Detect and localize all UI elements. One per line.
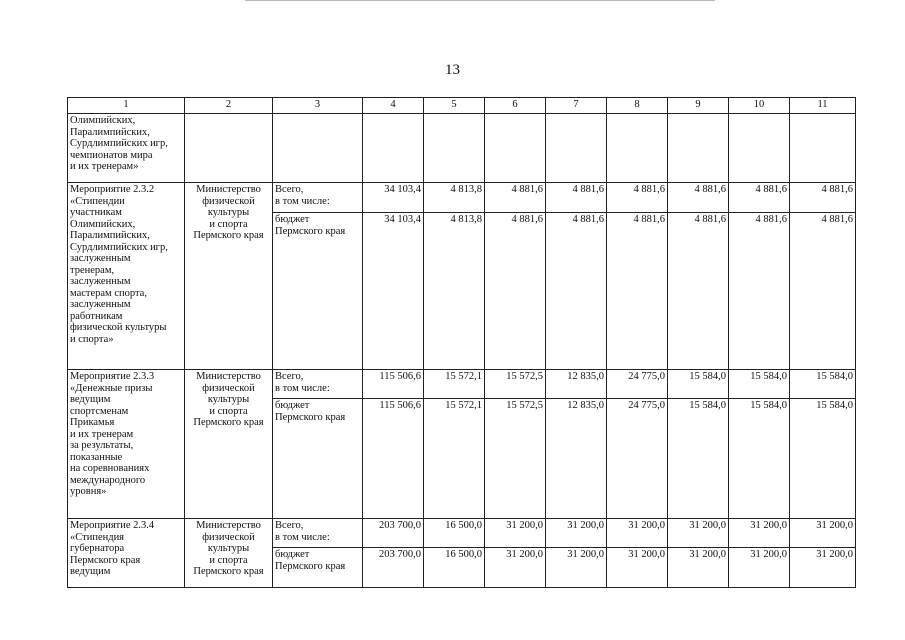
value-cell: 4 881,6 [485, 213, 546, 370]
value-cell: 34 103,4 [363, 183, 424, 213]
table-row [68, 370, 856, 399]
empty-cell [546, 114, 607, 183]
value-cell: 31 200,0 [485, 548, 546, 588]
column-header: 5 [424, 98, 485, 114]
page-number: 13 [445, 62, 460, 78]
value-cell: 34 103,4 [363, 213, 424, 370]
column-header: 7 [546, 98, 607, 114]
measure-name: Мероприятие 2.3.3 «Денежные призы ведущим спортсменам Прикамья и их тренерам за результаты, показанные на соревнованиях международного уровня» [68, 370, 185, 519]
value-cell: 15 572,1 [424, 399, 485, 519]
value-cell: 24 775,0 [607, 399, 668, 519]
empty-cell [607, 114, 668, 183]
program-table [67, 97, 856, 588]
empty-cell [668, 114, 729, 183]
value-cell: 15 584,0 [729, 370, 790, 399]
empty-cell [790, 114, 856, 183]
value-cell: 15 572,5 [485, 399, 546, 519]
executor-cell: Министерство физической культуры и спорта Пермского края [185, 519, 273, 588]
value-cell: 12 835,0 [546, 399, 607, 519]
empty-cell [729, 114, 790, 183]
value-cell: 4 813,8 [424, 213, 485, 370]
empty-cell [424, 114, 485, 183]
value-cell: 31 200,0 [485, 519, 546, 548]
value-cell: 24 775,0 [607, 370, 668, 399]
value-cell: 15 584,0 [790, 370, 856, 399]
value-cell: 203 700,0 [363, 548, 424, 588]
value-cell: 31 200,0 [729, 548, 790, 588]
empty-cell [273, 114, 363, 183]
value-cell: 4 881,6 [607, 213, 668, 370]
value-cell: 4 881,6 [546, 213, 607, 370]
executor-cell: Министерство физической культуры и спорта Пермского края [185, 183, 273, 370]
value-cell: 115 506,6 [363, 399, 424, 519]
empty-cell [363, 114, 424, 183]
value-cell: 31 200,0 [546, 548, 607, 588]
budget-label: бюджет Пермского края [273, 399, 363, 519]
column-header: 3 [273, 98, 363, 114]
empty-cell [485, 114, 546, 183]
value-cell: 31 200,0 [607, 548, 668, 588]
value-cell: 4 881,6 [546, 183, 607, 213]
value-cell: 4 881,6 [790, 183, 856, 213]
executor-cell: Министерство физической культуры и спорта Пермского края [185, 370, 273, 519]
measure-name: Олимпийских, Паралимпийских, Сурдлимпийских игр, чемпионатов мира и их тренерам» [68, 114, 185, 183]
value-cell: 4 881,6 [729, 183, 790, 213]
value-cell: 4 881,6 [729, 213, 790, 370]
column-header: 6 [485, 98, 546, 114]
value-cell: 16 500,0 [424, 519, 485, 548]
table-row [68, 519, 856, 548]
value-cell: 4 813,8 [424, 183, 485, 213]
value-cell: 15 572,5 [485, 370, 546, 399]
total-label: Всего, в том числе: [273, 370, 363, 399]
value-cell: 31 200,0 [668, 519, 729, 548]
column-header: 11 [790, 98, 856, 114]
value-cell: 12 835,0 [546, 370, 607, 399]
value-cell: 4 881,6 [485, 183, 546, 213]
empty-cell [185, 114, 273, 183]
value-cell: 4 881,6 [668, 183, 729, 213]
table-row [68, 183, 856, 213]
value-cell: 203 700,0 [363, 519, 424, 548]
total-label: Всего, в том числе: [273, 519, 363, 548]
value-cell: 31 200,0 [607, 519, 668, 548]
value-cell: 4 881,6 [607, 183, 668, 213]
column-header: 8 [607, 98, 668, 114]
value-cell: 31 200,0 [546, 519, 607, 548]
column-header: 2 [185, 98, 273, 114]
column-header: 1 [68, 98, 185, 114]
total-label: Всего, в том числе: [273, 183, 363, 213]
value-cell: 4 881,6 [790, 213, 856, 370]
column-number-row [68, 98, 856, 114]
column-header: 4 [363, 98, 424, 114]
column-header: 10 [729, 98, 790, 114]
table-row [68, 114, 856, 183]
value-cell: 15 584,0 [668, 370, 729, 399]
budget-label: бюджет Пермского края [273, 213, 363, 370]
measure-name: Мероприятие 2.3.4 «Стипендия губернатора Пермского края ведущим [68, 519, 185, 588]
value-cell: 15 584,0 [729, 399, 790, 519]
value-cell: 15 572,1 [424, 370, 485, 399]
measure-name: Мероприятие 2.3.2 «Стипендии участникам Олимпийских, Паралимпийских, Сурдлимпийских игр, заслуженным тренерам, заслуженным мастерам спорта, заслуженным работникам физической культуры и спорта» [68, 183, 185, 370]
value-cell: 16 500,0 [424, 548, 485, 588]
value-cell: 31 200,0 [729, 519, 790, 548]
value-cell: 4 881,6 [668, 213, 729, 370]
scan-top-edge [245, 0, 715, 1]
column-header: 9 [668, 98, 729, 114]
value-cell: 31 200,0 [668, 548, 729, 588]
value-cell: 15 584,0 [790, 399, 856, 519]
value-cell: 15 584,0 [668, 399, 729, 519]
value-cell: 31 200,0 [790, 519, 856, 548]
value-cell: 31 200,0 [790, 548, 856, 588]
budget-label: бюджет Пермского края [273, 548, 363, 588]
value-cell: 115 506,6 [363, 370, 424, 399]
